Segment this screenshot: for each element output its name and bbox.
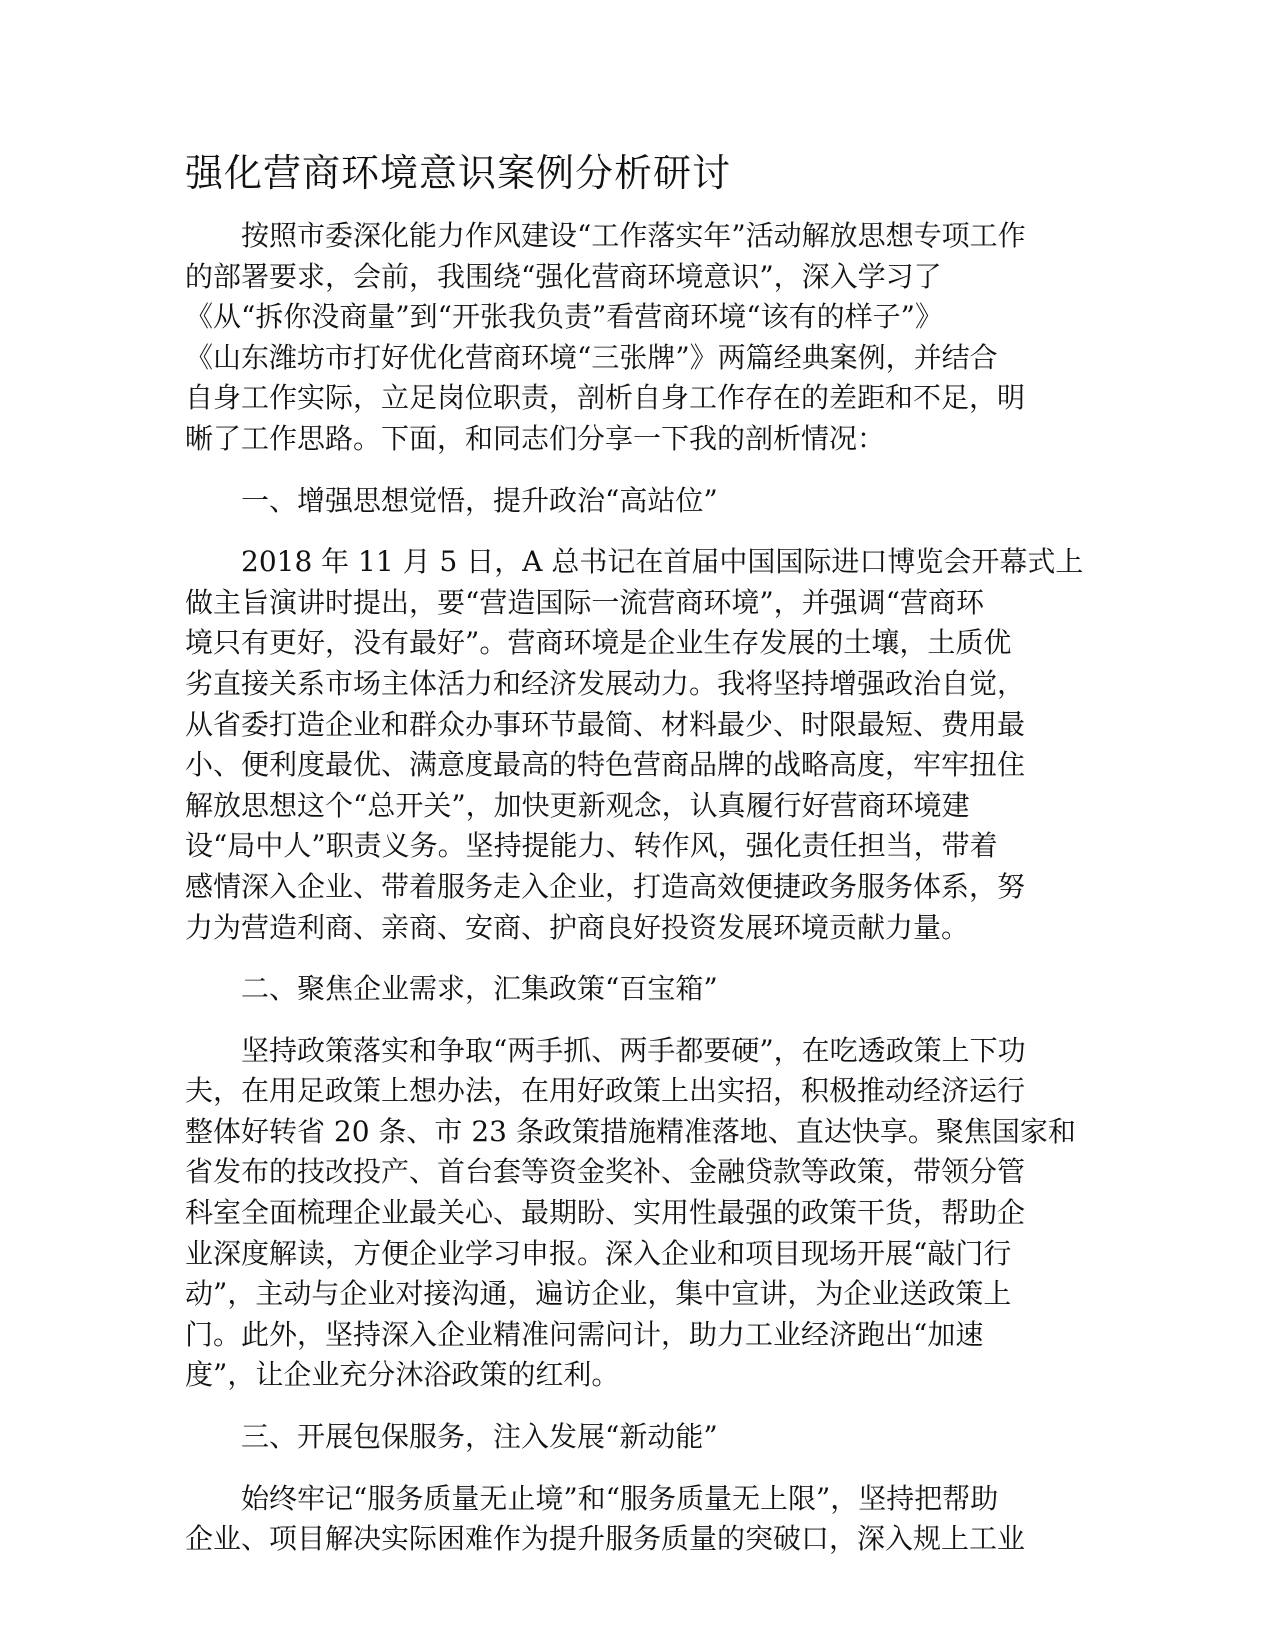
paragraph-line: 劣直接关系市场主体活力和经济发展动力。我将坚持增强政治自觉， bbox=[185, 666, 1026, 700]
paragraph-line: 企业、项目解决实际困难作为提升服务质量的突破口，深入规上工业 bbox=[185, 1522, 1026, 1556]
paragraph-gap bbox=[185, 1396, 1085, 1417]
paragraph bbox=[185, 542, 1085, 948]
paragraph-line: 夫，在用足政策上想办法，在用好政策上出实招，积极推动经济运行 bbox=[185, 1074, 1026, 1108]
paragraph-line: 整体好转省 20 条、市 23 条政策措施精准落地、直达快享。聚焦国家和 bbox=[185, 1114, 1076, 1148]
paragraph bbox=[185, 969, 1085, 1010]
paragraph bbox=[185, 1479, 1085, 1560]
paragraph-line: 省发布的技改投产、首台套等资金奖补、金融贷款等政策，带领分管 bbox=[185, 1155, 1026, 1189]
paragraph-line: 按照市委深化能力作风建设“工作落实年”活动解放思想专项工作 bbox=[241, 219, 1026, 252]
paragraph bbox=[185, 216, 1085, 460]
paragraph-line: 解放思想这个“总开关”，加快更新观念，认真履行好营商环境建 bbox=[185, 788, 970, 822]
paragraph-line: 境只有更好，没有最好”。营商环境是企业生存发展的土壤，土质优 bbox=[185, 626, 1012, 660]
paragraph-gap bbox=[185, 1010, 1085, 1031]
paragraph-line: 《从“拆你没商量”到“开张我负责”看营商环境“该有的样子”》 bbox=[185, 300, 943, 334]
paragraph bbox=[185, 481, 1085, 522]
paragraph-line: 科室全面梳理企业最关心、最期盼、实用性最强的政策干货，帮助企 bbox=[185, 1196, 1026, 1230]
paragraph-gap bbox=[185, 948, 1085, 969]
paragraph-line: 2018 年 11 月 5 日，A 总书记在首届中国国际进口博览会开幕式上 bbox=[241, 545, 1084, 579]
paragraph-line: 坚持政策落实和争取“两手抓、两手都要硬”，在吃透政策上下功 bbox=[241, 1033, 1026, 1067]
paragraph-line: 晰了工作思路。下面，和同志们分享一下我的剖析情况： bbox=[185, 421, 886, 455]
paragraph-line: 做主旨演讲时提出，要“营造国际一流营商环境”，并强调“营商环 bbox=[185, 585, 984, 619]
paragraph-gap bbox=[185, 460, 1085, 481]
paragraph-line: 从省委打造企业和群众办事环节最简、材料最少、时限最短、费用最 bbox=[185, 707, 1026, 741]
paragraph bbox=[185, 1417, 1085, 1458]
paragraph-line: 设“局中人”职责义务。坚持提能力、转作风，强化责任担当，带着 bbox=[185, 829, 998, 863]
paragraph-line: 的部署要求，会前，我围绕“强化营商环境意识”，深入学习了 bbox=[185, 259, 942, 293]
document-title: 强化营商环境意识案例分析研讨 bbox=[185, 151, 732, 195]
paragraph-line: 自身工作实际，立足岗位职责，剖析自身工作存在的差距和不足，明 bbox=[185, 381, 1026, 415]
paragraph-line: 小、便利度最优、满意度最高的特色营商品牌的战略高度，牢牢扭住 bbox=[185, 748, 1026, 782]
paragraph-line: 力为营造利商、亲商、安商、护商良好投资发展环境贡献力量。 bbox=[185, 910, 970, 944]
paragraph-line: 始终牢记“服务质量无止境”和“服务质量无上限”，坚持把帮助 bbox=[241, 1481, 999, 1515]
paragraph-line: 感情深入企业、带着服务走入企业，打造高效便捷政务服务体系，努 bbox=[185, 869, 1026, 903]
paragraph-gap bbox=[185, 1458, 1085, 1479]
paragraph-line: 门。此外，坚持深入企业精准问需问计，助力工业经济跑出“加速 bbox=[185, 1317, 984, 1351]
paragraph-gap bbox=[185, 521, 1085, 542]
paragraph-line: 度”，让企业充分沐浴政策的红利。 bbox=[185, 1358, 620, 1392]
paragraph-line: 业深度解读，方便企业学习申报。深入企业和项目现场开展“敲门行 bbox=[185, 1236, 1012, 1270]
paragraph-line: 二、聚焦企业需求，汇集政策“百宝箱” bbox=[241, 972, 718, 1006]
paragraph-line: 三、开展包保服务，注入发展“新动能” bbox=[241, 1420, 718, 1454]
paragraph-container bbox=[185, 216, 1085, 1560]
paragraph bbox=[185, 1031, 1085, 1396]
document-body bbox=[185, 148, 1085, 1560]
paragraph-line: 动”，主动与企业对接沟通，遍访企业，集中宣讲，为企业送政策上 bbox=[185, 1277, 1012, 1311]
paragraph-line: 《山东潍坊市打好优化营商环境“三张牌”》两篇经典案例，并结合 bbox=[185, 340, 998, 374]
paragraph-line: 一、增强思想觉悟，提升政治“高站位” bbox=[241, 483, 718, 517]
